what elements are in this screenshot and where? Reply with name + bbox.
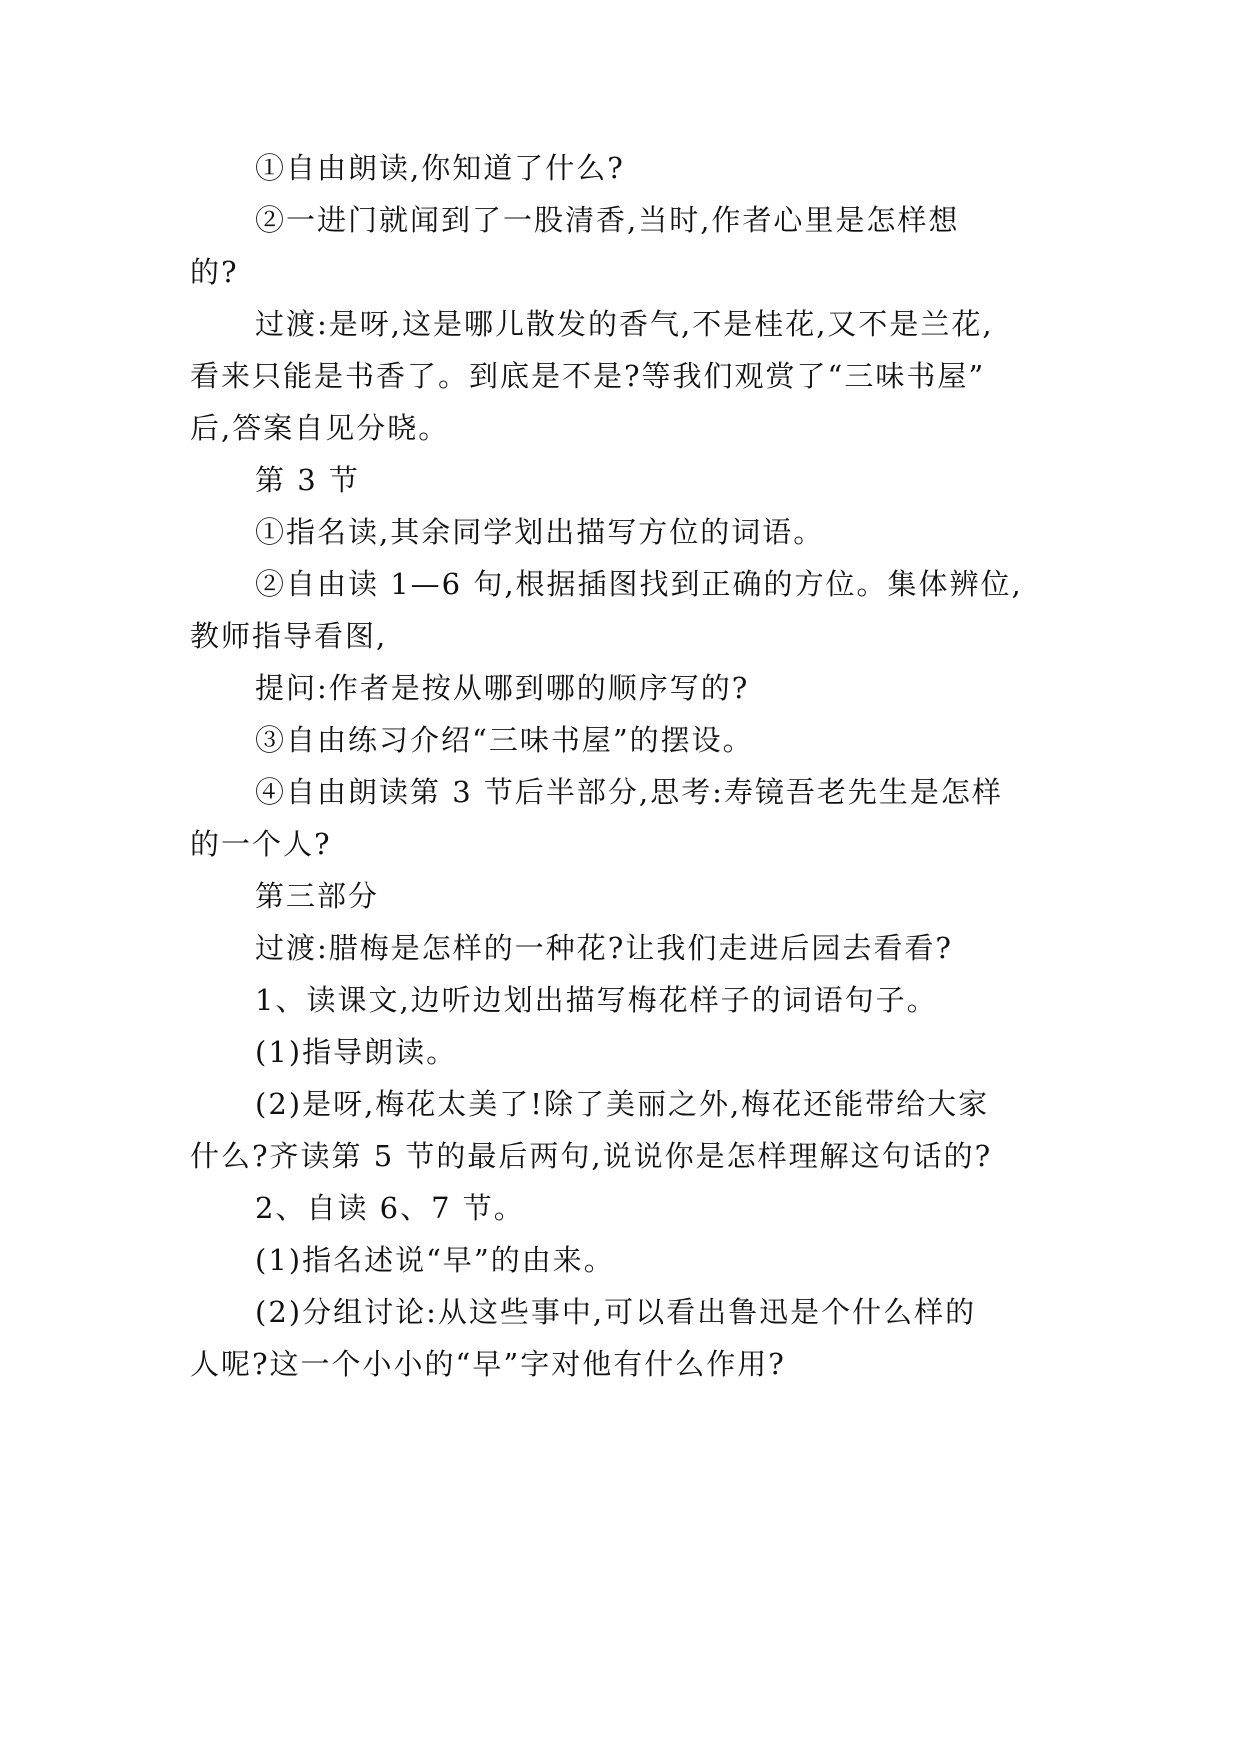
- text-line-22: (1)指名述说“早”的由来。: [255, 1243, 615, 1277]
- text-line-16: 过渡:腊梅是怎样的一种花?让我们走进后园去看看?: [255, 931, 953, 965]
- text-line-17: 1、读课文,边听边划出描写梅花样子的词语句子。: [255, 983, 938, 1017]
- text-line-18: (1)指导朗读。: [255, 1035, 458, 1069]
- text-line-10: 教师指导看图,: [190, 619, 388, 653]
- text-line-12: ③自由练习介绍“三味书屋”的摆设。: [255, 723, 754, 757]
- section-heading-3: 第 3 节: [255, 463, 360, 497]
- text-line-20: 什么?齐读第 5 节的最后两句,说说你是怎样理解这句话的?: [190, 1139, 993, 1173]
- text-line-23: (2)分组讨论:从这些事中,可以看出鲁迅是个什么样的: [255, 1295, 977, 1329]
- text-line-5: 看来只能是书香了。到底是不是?等我们观赏了“三味书屋”: [190, 359, 986, 393]
- text-line-3: 的?: [190, 255, 239, 289]
- text-line-13: ④自由朗读第 3 节后半部分,思考:寿镜吾老先生是怎样: [255, 775, 1003, 809]
- text-line-11: 提问:作者是按从哪到哪的顺序写的?: [255, 671, 750, 705]
- text-line-4: 过渡:是呀,这是哪儿散发的香气,不是桂花,又不是兰花,: [255, 307, 994, 341]
- text-line-21: 2、自读 6、7 节。: [255, 1191, 525, 1225]
- text-line-24: 人呢?这一个小小的“早”字对他有什么作用?: [190, 1347, 786, 1381]
- text-line-1: ①自由朗读,你知道了什么?: [255, 151, 625, 185]
- section-heading-part-3: 第三部分: [255, 879, 380, 913]
- text-line-9: ②自由读 1—6 句,根据插图找到正确的方位。集体辨位,: [255, 567, 1023, 601]
- text-line-6: 后,答案自见分晓。: [190, 411, 450, 445]
- text-line-19: (2)是呀,梅花太美了!除了美丽之外,梅花还能带给大家: [255, 1087, 990, 1121]
- text-line-14: 的一个人?: [190, 827, 332, 861]
- text-line-8: ①指名读,其余同学划出描写方位的词语。: [255, 515, 825, 549]
- text-line-2: ②一进门就闻到了一股清香,当时,作者心里是怎样想: [255, 203, 960, 237]
